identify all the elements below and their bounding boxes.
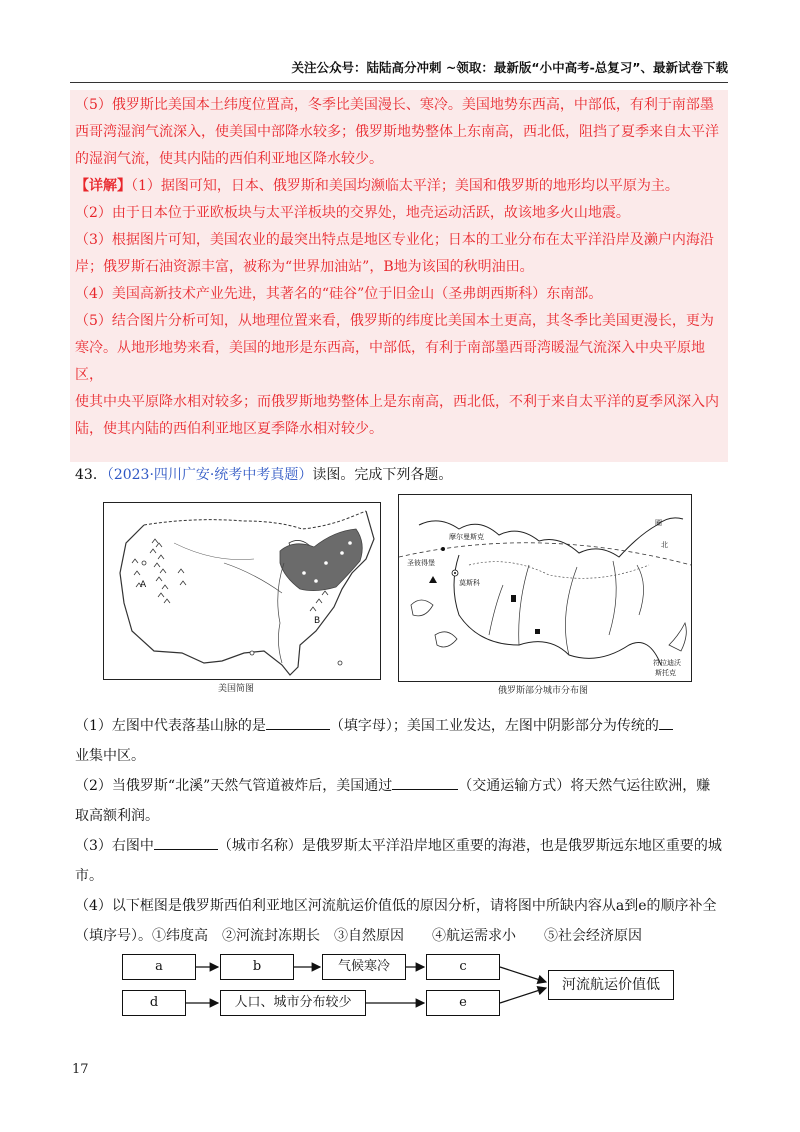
flow-box-d: d bbox=[122, 990, 186, 1016]
flow-box-cold: 气候寒冷 bbox=[322, 954, 406, 980]
detail-line: （4）美国高新技术产业先进，其著名的“硅谷”位于旧金山（圣弗朗西斯科）东南部。 bbox=[75, 286, 603, 302]
detail-line: （5）结合图片分析可知，从地理位置来看，俄罗斯的纬度比美国本土更高，其冬季比美国更漫长，更为 bbox=[75, 313, 714, 329]
detail-line: （3）根据图片可知，美国农业的最突出特点是地区专业化；日本的工业分布在太平洋沿岸及濑户内海沿 bbox=[75, 232, 714, 248]
q1-text-b: （填字母）；美国工业发达，左图中阴影部分为传统的 bbox=[329, 718, 659, 734]
q1-line-2: 业集中区。 bbox=[75, 748, 145, 764]
detail-line: （2）由于日本位于亚欧板块与太平洋板块的交界处，地壳运动活跃，故该地多火山地震。 bbox=[75, 205, 630, 221]
page-header: 关注公众号：陆陆高分冲刺 ~领取：最新版“小中高考-总复习”、最新试卷下载 bbox=[291, 60, 728, 75]
flow-box-e: e bbox=[426, 990, 500, 1016]
russia-label-murmansk: 摩尔曼斯克 bbox=[449, 533, 484, 541]
q4-line-1: （4）以下框图是俄罗斯西伯利亚地区河流航运价值低的原因分析，请将图中所缺内容从a到e的顺序补全 bbox=[75, 898, 717, 914]
detail-label: 【详解】 bbox=[75, 178, 131, 194]
flow-box-sparse: 人口、城市分布较少 bbox=[220, 990, 366, 1016]
detail-line: 使其中央平原降水相对较多；而俄罗斯地势整体上是东南高，西北低，不利于来自太平洋的夏季风深入内 bbox=[75, 394, 719, 410]
q2-text-b: （交通运输方式）将天然气运往欧洲，赚 bbox=[458, 778, 711, 794]
usa-label-a: A bbox=[140, 580, 147, 590]
q3-line-2: 市。 bbox=[75, 868, 103, 884]
russia-label-top-right: 圈 bbox=[655, 519, 662, 527]
detail-line: 陆，使其内陆的西伯利亚地区夏季降水相对较少。 bbox=[75, 421, 383, 437]
question-number: 43． bbox=[75, 467, 107, 483]
russia-map-caption: 俄罗斯部分城市分布图 bbox=[498, 686, 589, 696]
detail-line: 寒冷。从地形地势来看，美国的地形是东西高，中部低，有利于南部墨西哥湾暖湿气流深入中央平原地区， bbox=[75, 340, 705, 383]
answer-line: （5）俄罗斯比美国本土纬度位置高，冬季比美国漫长、寒冷。美国地势东西高，中部低，有利于南部墨 bbox=[75, 97, 714, 113]
flow-box-c: c bbox=[426, 954, 500, 980]
detail-line: （1）据图可知，日本、俄罗斯和美国均濒临太平洋；美国和俄罗斯的地形均以平原为主。 bbox=[131, 178, 679, 194]
answer-line: 西哥湾湿润气流深入，使美国中部降水较多；俄罗斯地势整体上东南高，西北低，阻挡了夏季来自太平洋 bbox=[75, 124, 719, 140]
flow-box-b: b bbox=[220, 954, 294, 980]
q2-text-a: （2）当俄罗斯“北溪”天然气管道被炸后，美国通过 bbox=[75, 778, 393, 794]
flow-box-a: a bbox=[122, 954, 196, 980]
usa-label-b: B bbox=[314, 616, 321, 626]
question-prompt: 读图。完成下列各题。 bbox=[312, 467, 453, 483]
answer-line: 的湿润气流，使其内陆的西伯利亚地区降水较少。 bbox=[75, 151, 383, 167]
russia-label-circle: 北 bbox=[661, 541, 668, 549]
usa-map-caption: 美国简图 bbox=[218, 684, 255, 694]
page-number: 17 bbox=[72, 1062, 89, 1077]
question-source: （2023·四川广安·统考中考真题） bbox=[106, 467, 313, 483]
q2-line-2: 取高额利润。 bbox=[75, 808, 159, 824]
q1-text-a: （1）左图中代表落基山脉的是 bbox=[75, 718, 266, 734]
q3-text-a: （3）右图中 bbox=[75, 838, 154, 854]
flow-box-result: 河流航运价值低 bbox=[548, 970, 674, 1000]
russia-label-vlad-1: 符拉迪沃 bbox=[653, 659, 681, 667]
q4-line-2: （填序号）。①纬度高 ②河流封冻期长 ③自然原因 ④航运需求小 ⑤社会经济原因 bbox=[75, 928, 642, 944]
q3-text-b: （城市名称）是俄罗斯太平洋沿岸地区重要的海港，也是俄罗斯远东地区重要的城 bbox=[217, 838, 722, 854]
russia-label-vlad-2: 斯托克 bbox=[655, 669, 676, 677]
russia-label-moscow: 莫斯科 bbox=[459, 579, 480, 587]
russia-label-stpete: 圣彼得堡 bbox=[407, 559, 435, 567]
detail-line: 岸；俄罗斯石油资源丰富，被称为“世界加油站”，B地为该国的秋明油田。 bbox=[75, 259, 534, 275]
